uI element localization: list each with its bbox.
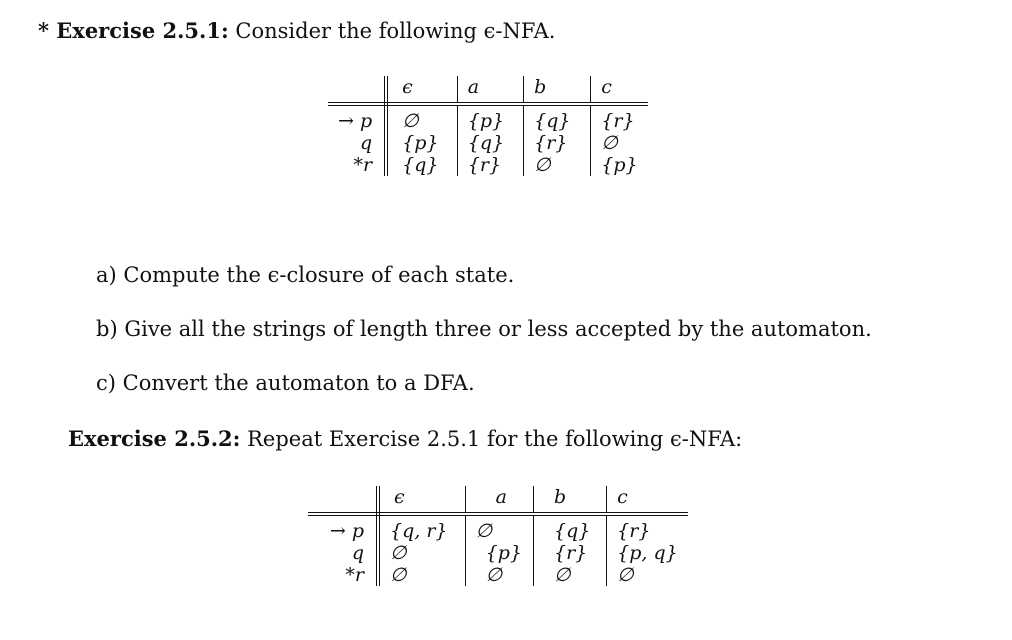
table-row <box>308 564 688 586</box>
table-cell: ∅ <box>617 564 634 586</box>
exercise-2-title: Exercise 2.5.2: <box>68 426 241 451</box>
column-header: c <box>591 76 648 104</box>
part-label: a) <box>96 263 117 287</box>
table-row <box>328 104 648 132</box>
column-header: ϵ <box>378 486 465 514</box>
table-cell: ∅ <box>378 542 465 564</box>
exercise-2-intro: Repeat Exercise 2.5.1 for the following ϵ-NFA: <box>247 427 743 451</box>
table-cell: {r} <box>524 132 591 154</box>
table-cell: ∅ <box>386 104 457 132</box>
state-label: q <box>328 132 386 154</box>
transition-table-1 <box>328 76 648 176</box>
part-text: Convert the automaton to a DFA. <box>122 371 475 395</box>
table-cell: {p} <box>601 154 638 176</box>
table-row <box>308 514 688 542</box>
part-text: Compute the ϵ-closure of each state. <box>123 263 515 287</box>
transition-table-2 <box>308 486 688 586</box>
table-cell: {r} <box>457 154 523 176</box>
state-label: *r <box>308 564 378 586</box>
state-label: → p <box>308 514 378 542</box>
table-row <box>328 132 648 154</box>
part-a <box>96 262 514 288</box>
table-cell: ∅ <box>524 154 591 176</box>
state-column-header <box>328 76 386 104</box>
table-cell: ∅ <box>465 564 533 586</box>
exercise-1-heading-line <box>38 18 555 44</box>
column-header: c <box>607 486 688 514</box>
table-cell: {q} <box>524 104 591 132</box>
column-header: ϵ <box>386 76 457 104</box>
table-header-row <box>328 76 648 104</box>
column-header: a <box>457 76 523 104</box>
table-row <box>308 542 688 564</box>
table-cell: {p} <box>457 104 523 132</box>
part-b <box>96 316 872 342</box>
column-header: a <box>465 486 533 514</box>
part-c <box>96 370 475 396</box>
exercise-2-heading-line <box>68 426 742 452</box>
table-cell: {p} <box>386 132 457 154</box>
exercise-1-intro: Consider the following ϵ-NFA. <box>235 19 556 43</box>
column-header: b <box>524 76 591 104</box>
table-row <box>328 154 648 176</box>
table-cell: {q} <box>386 154 457 176</box>
exercise-1-title: Exercise 2.5.1: <box>56 18 229 43</box>
table-cell: {r} <box>617 520 651 542</box>
table-cell: ∅ <box>601 132 618 154</box>
table-cell: ∅ <box>378 564 465 586</box>
state-label: → p <box>328 104 386 132</box>
table-cell: {r} <box>601 110 635 132</box>
part-label: c) <box>96 371 116 395</box>
state-label: q <box>308 542 378 564</box>
table-header-row <box>308 486 688 514</box>
table-cell: {p} <box>465 542 533 564</box>
table-cell: ∅ <box>533 564 606 586</box>
state-column-header <box>308 486 378 514</box>
exercise-1-marker: * <box>38 18 57 43</box>
table-cell: {q, r} <box>378 514 465 542</box>
state-label: *r <box>328 154 386 176</box>
part-label: b) <box>96 317 118 341</box>
table-cell: {q} <box>457 132 523 154</box>
table-cell: {r} <box>533 542 606 564</box>
table-cell: {p, q} <box>617 542 678 564</box>
table-cell: ∅ <box>465 514 533 542</box>
part-text: Give all the strings of length three or less accepted by the automaton. <box>124 317 872 341</box>
table-cell: {q} <box>533 514 606 542</box>
column-header: b <box>533 486 606 514</box>
